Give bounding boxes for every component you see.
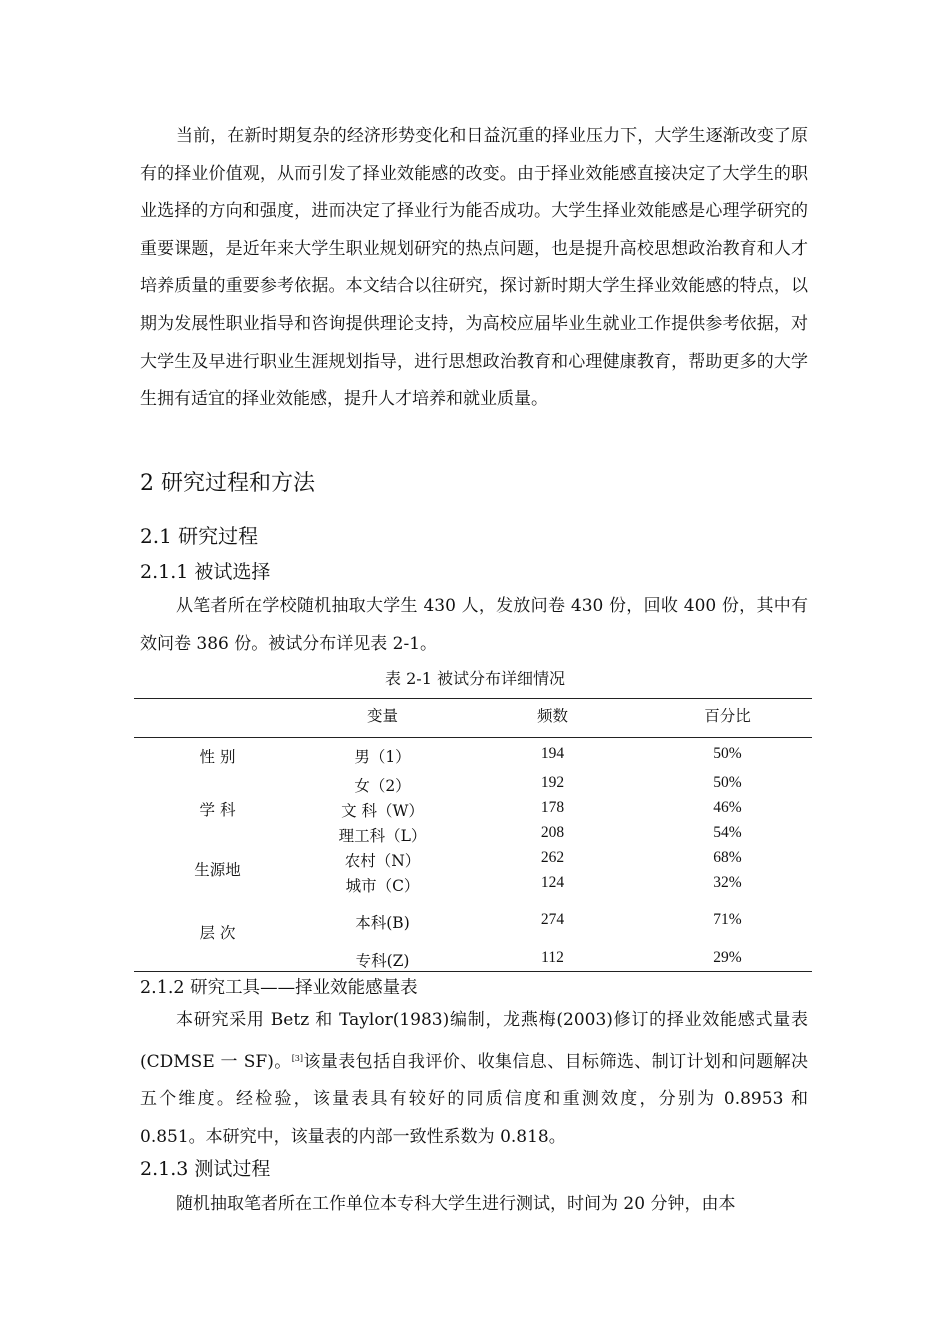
- table-group-discipline: 学 科: [199, 801, 236, 819]
- table-cell-frequency: 262: [540, 849, 565, 866]
- table-cell-percent: 46%: [713, 799, 742, 816]
- table-cell-variable: 男（1）: [354, 748, 411, 766]
- table-header-rule: [134, 737, 812, 738]
- table-cell-variable: 城市（C）: [345, 877, 420, 895]
- table-cell-variable: 理工科（L）: [338, 827, 427, 845]
- table-cell-variable: 女（2）: [354, 777, 411, 795]
- table-header-variable: 变量: [366, 707, 398, 725]
- table-cell-percent: 68%: [713, 849, 742, 866]
- table-cell-variable: 专科(Z): [355, 952, 410, 970]
- table-cell-frequency: 274: [540, 911, 565, 928]
- table-group-level: 层 次: [199, 924, 236, 942]
- table-cell-variable: 本科(B): [355, 914, 410, 932]
- section-heading-2-1: 2.1 研究过程: [140, 524, 259, 548]
- table-cell-percent: 71%: [713, 911, 742, 928]
- intro-paragraph: 当前，在新时期复杂的经济形势变化和日益沉重的择业压力下，大学生逐渐改变了原有的择业价值观，从而引发了择业效能感的改变。由于择业效能感直接决定了大学生的职业选择的方向和强度，进而决定了择业行为能否成功。大学生择业效能感是心理学研究的重要课题，是近年来大学生职业规划研究的热点问题，也是提升高校思想政治教育和人才培养质量的重要参考依据。本文结合以往研究，探讨新时期大学生择业效能感的特点，以期为发展性职业指导和咨询提供理论支持，为高校应届毕业生就业工作提供参考依据，对大学生及早进行职业生涯规划指导，进行思想政治教育和心理健康教育，帮助更多的大学生拥有适宜的择业效能感，提升人才培养和就业质量。: [140, 126, 808, 410]
- table-cell-percent: 54%: [713, 824, 742, 841]
- tool-paragraph-text-2: 该量表包括自我评价、收集信息、目标筛选、制订计划和问题解决五个维度。经检验，该量表具有较好的同质信度和重测效度，分别为 0.8953 和 0.851。本研究中，该量表的内部一致性系数为 0.818。: [140, 1051, 808, 1147]
- section-heading-2-1-2: 2.1.2 研究工具——择业效能感量表: [140, 978, 418, 998]
- section-heading-2-1-1: 2.1.1 被试选择: [140, 561, 271, 583]
- table-cell-percent: 50%: [713, 745, 742, 762]
- citation-reference: [3]: [291, 1053, 304, 1063]
- table-cell-frequency: 124: [540, 874, 565, 891]
- table-cell-variable: 农村（N）: [344, 852, 421, 870]
- tool-paragraph-text-1: 本研究采用 Betz 和 Taylor(1983)编制，龙燕梅(2003)修订的择业效能感式量表(CDMSE 一 SF)。: [140, 1010, 808, 1072]
- table-cell-percent: 50%: [713, 774, 742, 791]
- section-heading-2: 2 研究过程和方法: [140, 471, 315, 496]
- table-header-percent: 百分比: [704, 707, 751, 725]
- table-group-origin: 生源地: [194, 861, 241, 879]
- table-cell-frequency: 194: [540, 745, 565, 762]
- table-cell-variable: 文 科（W）: [341, 802, 424, 820]
- table-cell-frequency: 208: [540, 824, 565, 841]
- table-cell-percent: 32%: [713, 874, 742, 891]
- table-header-frequency: 频数: [536, 707, 568, 725]
- table-cell-frequency: 112: [541, 949, 564, 966]
- subjects-paragraph: 从笔者所在学校随机抽取大学生 430 人，发放问卷 430 份，回收 400 份，其中有效问卷 386 份。被试分布详见表 2-1。: [140, 596, 808, 654]
- table-cell-frequency: 192: [540, 774, 565, 791]
- table-cell-frequency: 178: [540, 799, 565, 816]
- table-top-rule: [134, 698, 812, 699]
- table-bottom-rule: [134, 971, 812, 972]
- table-caption: 表 2-1 被试分布详细情况: [385, 669, 565, 688]
- table-group-gender: 性 别: [199, 748, 236, 766]
- test-paragraph: 随机抽取笔者所在工作单位本专科大学生进行测试，时间为 20 分钟，由本: [176, 1194, 736, 1214]
- section-heading-2-1-3: 2.1.3 测试过程: [140, 1158, 271, 1180]
- tool-paragraph: [140, 1002, 808, 1156]
- table-cell-percent: 29%: [713, 949, 742, 966]
